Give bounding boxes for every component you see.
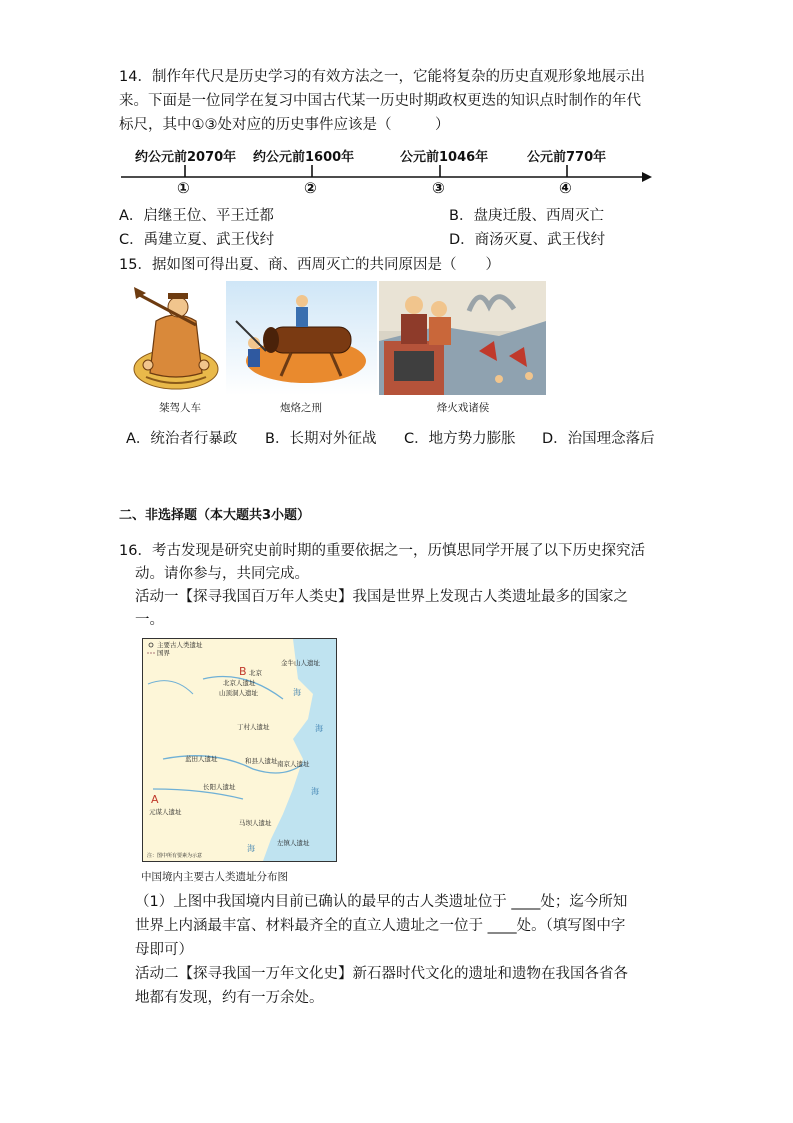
q15-caption-2: 炮烙之刑 [280,402,322,414]
map-caption: 中国境内主要古人类遗址分布图 [141,871,288,883]
map-legend-1: 主要古人类遗址 [157,641,203,649]
timeline-label-3: 公元前1046年 [400,150,489,165]
timeline-label-1: 约公元前2070年 [135,150,237,165]
map-sea-3: 海 [311,787,319,796]
q14-stem-line1: 14．制作年代尺是历史学习的有效方法之一，它能将复杂的历史直观形象地展示出 [119,69,645,85]
q16-activity2-line2: 地都有发现，约有一万余处。 [135,990,324,1006]
map-sea-2: 海 [315,724,323,733]
map-site-lantian: 蓝田人遗址 [185,755,218,763]
q15-image-paoluo [226,281,377,395]
q15-option-c[interactable]: C．地方势力膨胀 [404,431,516,447]
q15-option-b[interactable]: B．长期对外征战 [265,431,377,447]
map-letter-b: B [239,665,247,678]
map-site-changyang: 长阳人遗址 [203,783,236,791]
q16-stem-line1: 16．考古发现是研究史前时期的重要依据之一，历慎思同学开展了以下历史探究活 [119,543,645,559]
map-site-beijing: 北京 [249,669,262,677]
q15-image-jie [126,281,224,395]
map-site-zuozhen: 左镇人遗址 [277,839,310,847]
map-site-shandingdong: 山顶洞人遗址 [219,689,258,697]
timeline-mark-3: ③ [432,179,445,197]
map-site-jinniushan: 金牛山人遗址 [281,659,320,667]
timeline-mark-4: ④ [559,179,572,197]
map-letter-a: A [151,793,159,806]
q14-stem-line3: 标尺，其中①③处对应的历史事件应该是（ ） [119,117,450,133]
q15-caption-3: 烽火戏诸侯 [436,402,490,414]
timeline-arrow-icon [642,172,652,182]
map-site-yuanmou: 元谋人遗址 [149,808,182,816]
q15-image-fenghuo [379,281,546,395]
map-legend-2: 国界 [157,649,170,657]
map-note: 注：图中所有要素为示意 [147,853,203,859]
q14-option-c[interactable]: C．禹建立夏、武王伐纣 [119,232,275,248]
q16-activity1-line2: 一。 [135,612,164,628]
q14-option-d[interactable]: D．商汤灭夏、武王伐纣 [449,232,606,248]
q15-option-a[interactable]: A．统治者行暴政 [126,431,238,447]
q14-option-b[interactable]: B．盘庚迁殷、西周灭亡 [449,208,604,224]
map-site-beijingren: 北京人遗址 [223,679,256,687]
timeline-label-2: 约公元前1600年 [253,150,355,165]
map-sea-1: 海 [293,688,301,697]
map-site-hexian: 和县人遗址 [245,757,278,765]
q15-caption-1: 桀驾人车 [159,402,201,414]
q16-sub1-line2: 世界上内涵最丰富、材料最齐全的直立人遗址之一位于 ____处。（填写图中字 [135,918,626,934]
map-site-nanjing: 南京人遗址 [277,760,310,768]
section2-title: 二、非选择题（本大题共3小题） [119,508,311,523]
map-site-dingcun: 丁村人遗址 [237,723,270,731]
q16-activity2-line1: 活动二【探寻我国一万年文化史】新石器时代文化的遗址和遗物在我国各省各 [135,966,628,982]
q14-option-a[interactable]: A．启继王位、平王迁都 [119,208,274,224]
q14-stem-line2: 来。下面是一位同学在复习中国古代某一历史时期政权更迭的知识点时制作的年代 [119,93,641,109]
map-sea-4: 海 [247,844,255,853]
q16-sub1-line3: 母即可） [135,942,193,958]
q15-option-d[interactable]: D．治国理念落后 [542,431,655,447]
timeline-mark-1: ① [177,179,190,197]
q15-stem: 15．据如图可得出夏、商、西周灭亡的共同原因是（ ） [119,257,500,273]
q16-stem-line2: 动。请你参与，共同完成。 [135,566,309,582]
timeline-mark-2: ② [304,179,317,197]
timeline-label-4: 公元前770年 [527,150,607,165]
site-map [142,638,337,862]
q16-sub1-line1: （1）上图中我国境内目前已确认的最早的古人类遗址位于 ____处；迄今所知 [135,894,628,910]
q16-activity1-line1: 活动一【探寻我国百万年人类史】我国是世界上发现古人类遗址最多的国家之 [135,589,628,605]
map-site-maba: 马坝人遗址 [239,819,272,827]
